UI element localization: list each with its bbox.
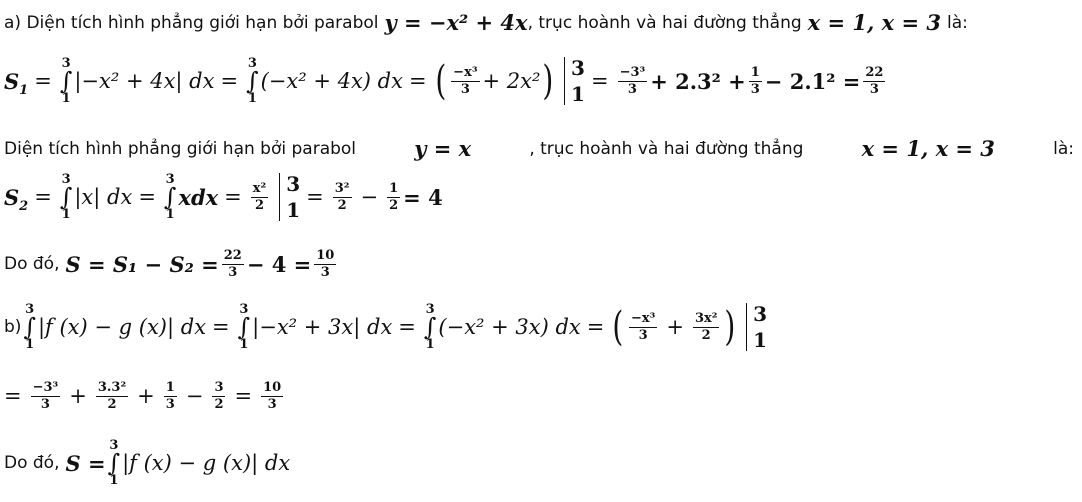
part-b-r-final: $\frac{10}{3}$ <box>263 379 282 412</box>
s2-final: = 4 <box>403 184 443 210</box>
s2-statement <box>4 136 1074 161</box>
part-b-integrand: (−x² + 3x) dx <box>438 315 581 339</box>
s1-result-mid: + 2.3² + <box>650 68 746 94</box>
integral-sign: 3 ∫ 1 <box>23 302 36 352</box>
s1-result-tail: − 2.1² = <box>764 68 861 94</box>
s1-equation: $S_1$ = 3 ∫ 1 |−x² + 4x| dx = 3 ∫ 1 (−x² + 4x) dx = ( $\frac{\text{−x³}}{3}$ + 2x² ) 3 1 = $\frac{\text{−3³}}{3}$ + 2.3² + $\frac{1}{3}$ − 2.1² = $\frac{22}{3}$ <box>4 56 884 106</box>
part-b-r-frac1: $\frac{\text{−3³}}{3}$ <box>32 379 59 412</box>
problem-a-middle: , trục hoành và hai đường thẳng <box>527 12 802 33</box>
s2-r1-fraction: $\frac{\text{3²}}{2}$ <box>334 180 350 213</box>
part-b-r-frac4: $\frac{3}{2}$ <box>214 379 224 412</box>
problem-a-suffix: là: <box>947 12 968 33</box>
part-b-prefix: b) <box>4 317 22 337</box>
part-b-r-frac2: $\frac{\text{3.3²}}{2}$ <box>97 379 127 412</box>
conclusion-b-prefix: Do đó, <box>4 453 60 473</box>
integral-sign: 3 ∫ 1 <box>59 56 73 106</box>
s1-evaluation-bar: 3 1 <box>564 57 585 105</box>
s2-r2-fraction: $\frac{1}{2}$ <box>389 180 399 213</box>
conclusion-a-frac1: $\frac{22}{3}$ <box>223 247 242 280</box>
s2-antider-fraction: $\frac{\text{x²}}{2}$ <box>252 180 267 213</box>
integral-sign: 3 ∫ 1 <box>246 56 259 106</box>
part-b-integrand-abs: |−x² + 3x| dx <box>252 315 393 339</box>
conclusion-a-prefix: Do đó, <box>4 254 60 274</box>
s2-prefix: Diện tích hình phẳng giới hạn bởi parabol <box>4 138 357 159</box>
part-b-antider-frac1: $\frac{\text{−x³}}{3}$ <box>631 310 656 343</box>
s1-result-frac1: $\frac{\text{−3³}}{3}$ <box>619 64 646 97</box>
s1-result-frac2: $\frac{1}{3}$ <box>750 64 760 97</box>
conclusion-b-integrand: |f (x) − g (x)| dx <box>122 451 291 475</box>
integral-sign: 3 ∫ 1 <box>107 438 121 488</box>
s2-evaluation-bar: 3 1 <box>279 173 300 221</box>
s1-lhs: $S_1$ <box>4 68 29 98</box>
integral-sign: 3 ∫ 1 <box>163 172 177 222</box>
conclusion-b <box>4 430 290 496</box>
s1-antider-rest: + 2x² <box>482 69 541 93</box>
s2-lhs: $S_2$ <box>4 184 29 214</box>
bounds-s2: x = 1, x = 3 <box>861 136 995 161</box>
s1-final-fraction: $\frac{22}{3}$ <box>865 64 884 97</box>
s2-middle: , trục hoành và hai đường thẳng <box>529 138 804 159</box>
part-b-equation: b) 3 ∫ 1 |f (x) − g (x)| dx = 3 ∫ 1 |−x² + 3x| dx = 3 ∫ 1 (−x² + 3x) dx = ( $\frac{\text{−x³}}{3}$ + $\frac{\text{3x²}}{2}$ ) 3 1 <box>4 302 767 352</box>
conclusion-a-mid: − 4 = <box>246 251 312 277</box>
part-b-antider-frac2: $\frac{\text{3x²}}{2}$ <box>694 310 718 343</box>
s1-antider-fraction: $\frac{\text{−x³}}{3}$ <box>453 64 478 97</box>
parabol-equation-a: y = −x² + 4x <box>384 10 528 35</box>
part-b-integrand-fg: |f (x) − g (x)| dx <box>37 315 207 339</box>
problem-a-statement <box>4 10 968 35</box>
bounds-a: x = 1, x = 3 <box>807 10 941 35</box>
s2-integrand-abs: |x| dx <box>74 185 133 209</box>
part-b-result: = $\frac{\text{−3³}}{3}$ + $\frac{\text{3.3²}}{2}$ + $\frac{1}{3}$ − $\frac{3}{2}$ = $\frac{10}{3}$ <box>4 379 282 412</box>
s2-integrand: xdx <box>178 184 219 210</box>
conclusion-a-expr: S = S₁ − S₂ = <box>65 251 219 277</box>
part-b-r-frac3: $\frac{1}{3}$ <box>165 379 175 412</box>
s2-suffix: là: <box>1053 138 1074 159</box>
problem-a-prefix: a) Diện tích hình phẳng giới hạn bởi parabol <box>4 12 379 33</box>
integral-sign: 3 ∫ 1 <box>423 302 437 352</box>
integral-sign: 3 ∫ 1 <box>59 172 73 222</box>
parabol-equation-s2: y = x <box>414 136 472 161</box>
conclusion-a <box>4 244 339 284</box>
s1-integrand: (−x² + 4x) dx <box>260 69 403 93</box>
s1-integrand-abs: |−x² + 4x| dx <box>74 69 215 93</box>
conclusion-b-lhs: S = <box>65 450 106 476</box>
conclusion-a-frac2: $\frac{10}{3}$ <box>316 247 335 280</box>
part-b-evaluation-bar: 3 1 <box>746 303 767 351</box>
integral-sign: 3 ∫ 1 <box>237 302 251 352</box>
s2-equation: $S_2$ = 3 ∫ 1 |x| dx = 3 ∫ 1 xdx = $\frac{\text{x²}}{2}$ 3 1 = $\frac{\text{3²}}{2}$ − $\frac{1}{2}$ = 4 <box>4 172 443 222</box>
